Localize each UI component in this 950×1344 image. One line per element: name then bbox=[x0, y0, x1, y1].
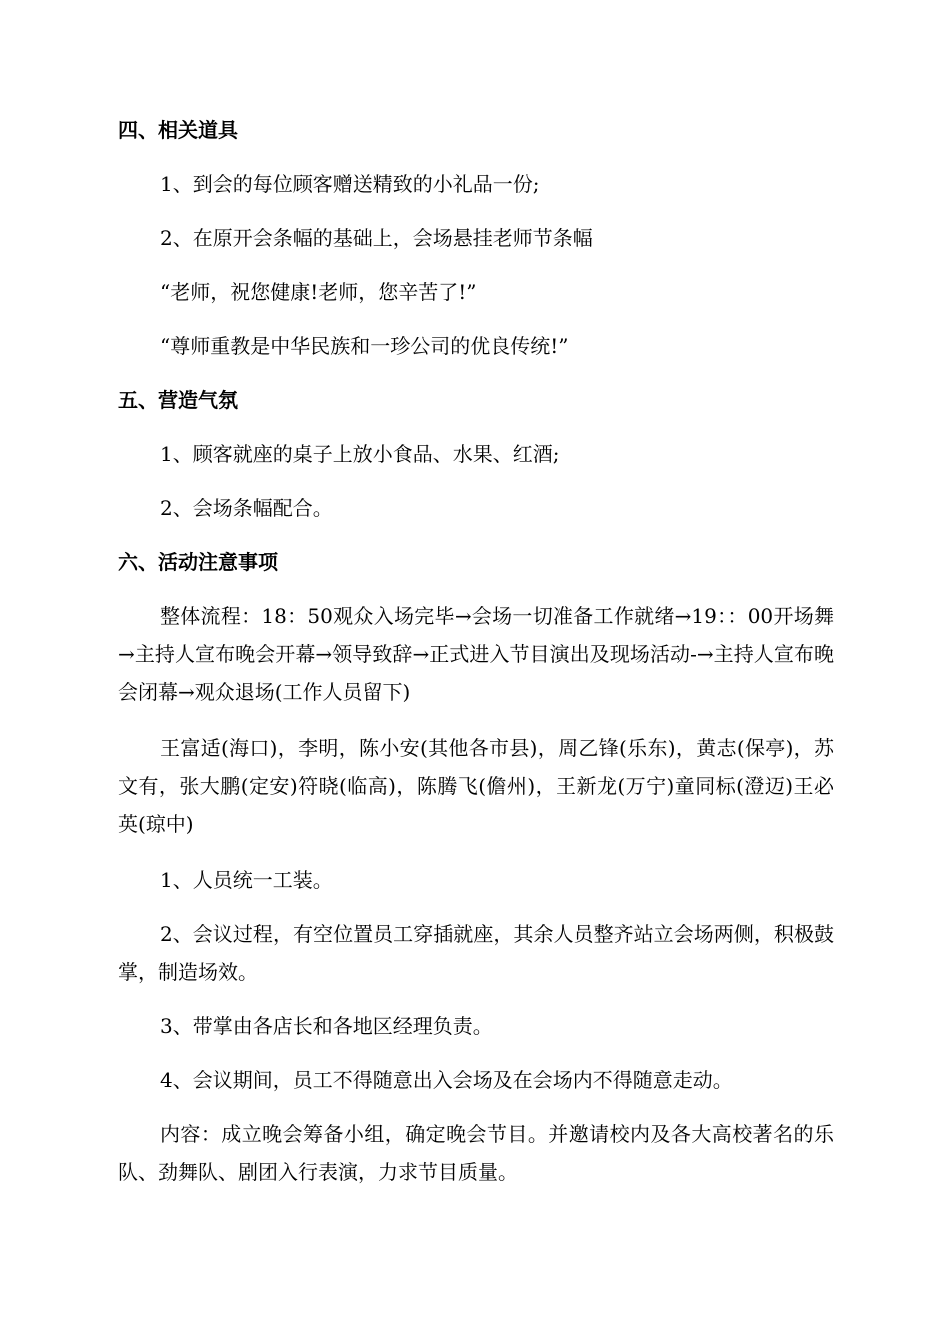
section-4-quote-2: “尊师重教是中华民族和一珍公司的优良传统!” bbox=[160, 334, 569, 358]
section-5-item-2: 2、会场条幅配合。 bbox=[160, 496, 333, 520]
section-6-item-4: 4、会议期间，员工不得随意出入会场及在会场内不得随意走动。 bbox=[160, 1068, 733, 1092]
section-6-staff-paragraph: 王富适(海口)，李明，陈小安(其他各市县)，周乙锋(乐东)，黄志(保亭)，苏文有，张大鹏(定安)符晓(临高)，陈腾飞(儋州)，王新龙(万宁)童同标(澄迈)王必英(琼中) bbox=[118, 736, 834, 836]
section-6-heading: 六、活动注意事项 bbox=[118, 550, 278, 574]
section-4-item-2: 2、在原开会条幅的基础上，会场悬挂老师节条幅 bbox=[160, 226, 593, 250]
section-6-content-paragraph: 内容：成立晚会筹备小组，确定晚会节目。并邀请校内及各大高校著名的乐队、劲舞队、剧团入行表演，力求节目质量。 bbox=[118, 1122, 834, 1184]
section-6-item-3: 3、带掌由各店长和各地区经理负责。 bbox=[160, 1014, 493, 1038]
section-6-item-2: 2、会议过程，有空位置员工穿插就座，其余人员整齐站立会场两侧，积极鼓掌，制造场效。 bbox=[118, 922, 834, 984]
section-4-item-1: 1、到会的每位顾客赠送精致的小礼品一份; bbox=[160, 172, 540, 196]
section-6-item-1: 1、人员统一工装。 bbox=[160, 868, 333, 892]
section-6-flow-paragraph: 整体流程：18：50观众入场完毕→会场一切准备工作就绪→19：：00开场舞→主持人宣布晚会开幕→领导致辞→正式进入节目演出及现场活动-→主持人宣布晚会闭幕→观众退场(工作人员留下) bbox=[118, 604, 834, 704]
section-4-quote-1: “老师，祝您健康!老师，您辛苦了!” bbox=[160, 280, 477, 304]
section-4-heading: 四、相关道具 bbox=[118, 118, 238, 142]
section-5-item-1: 1、顾客就座的桌子上放小食品、水果、红酒; bbox=[160, 442, 560, 466]
section-5-heading: 五、营造气氛 bbox=[118, 388, 238, 412]
